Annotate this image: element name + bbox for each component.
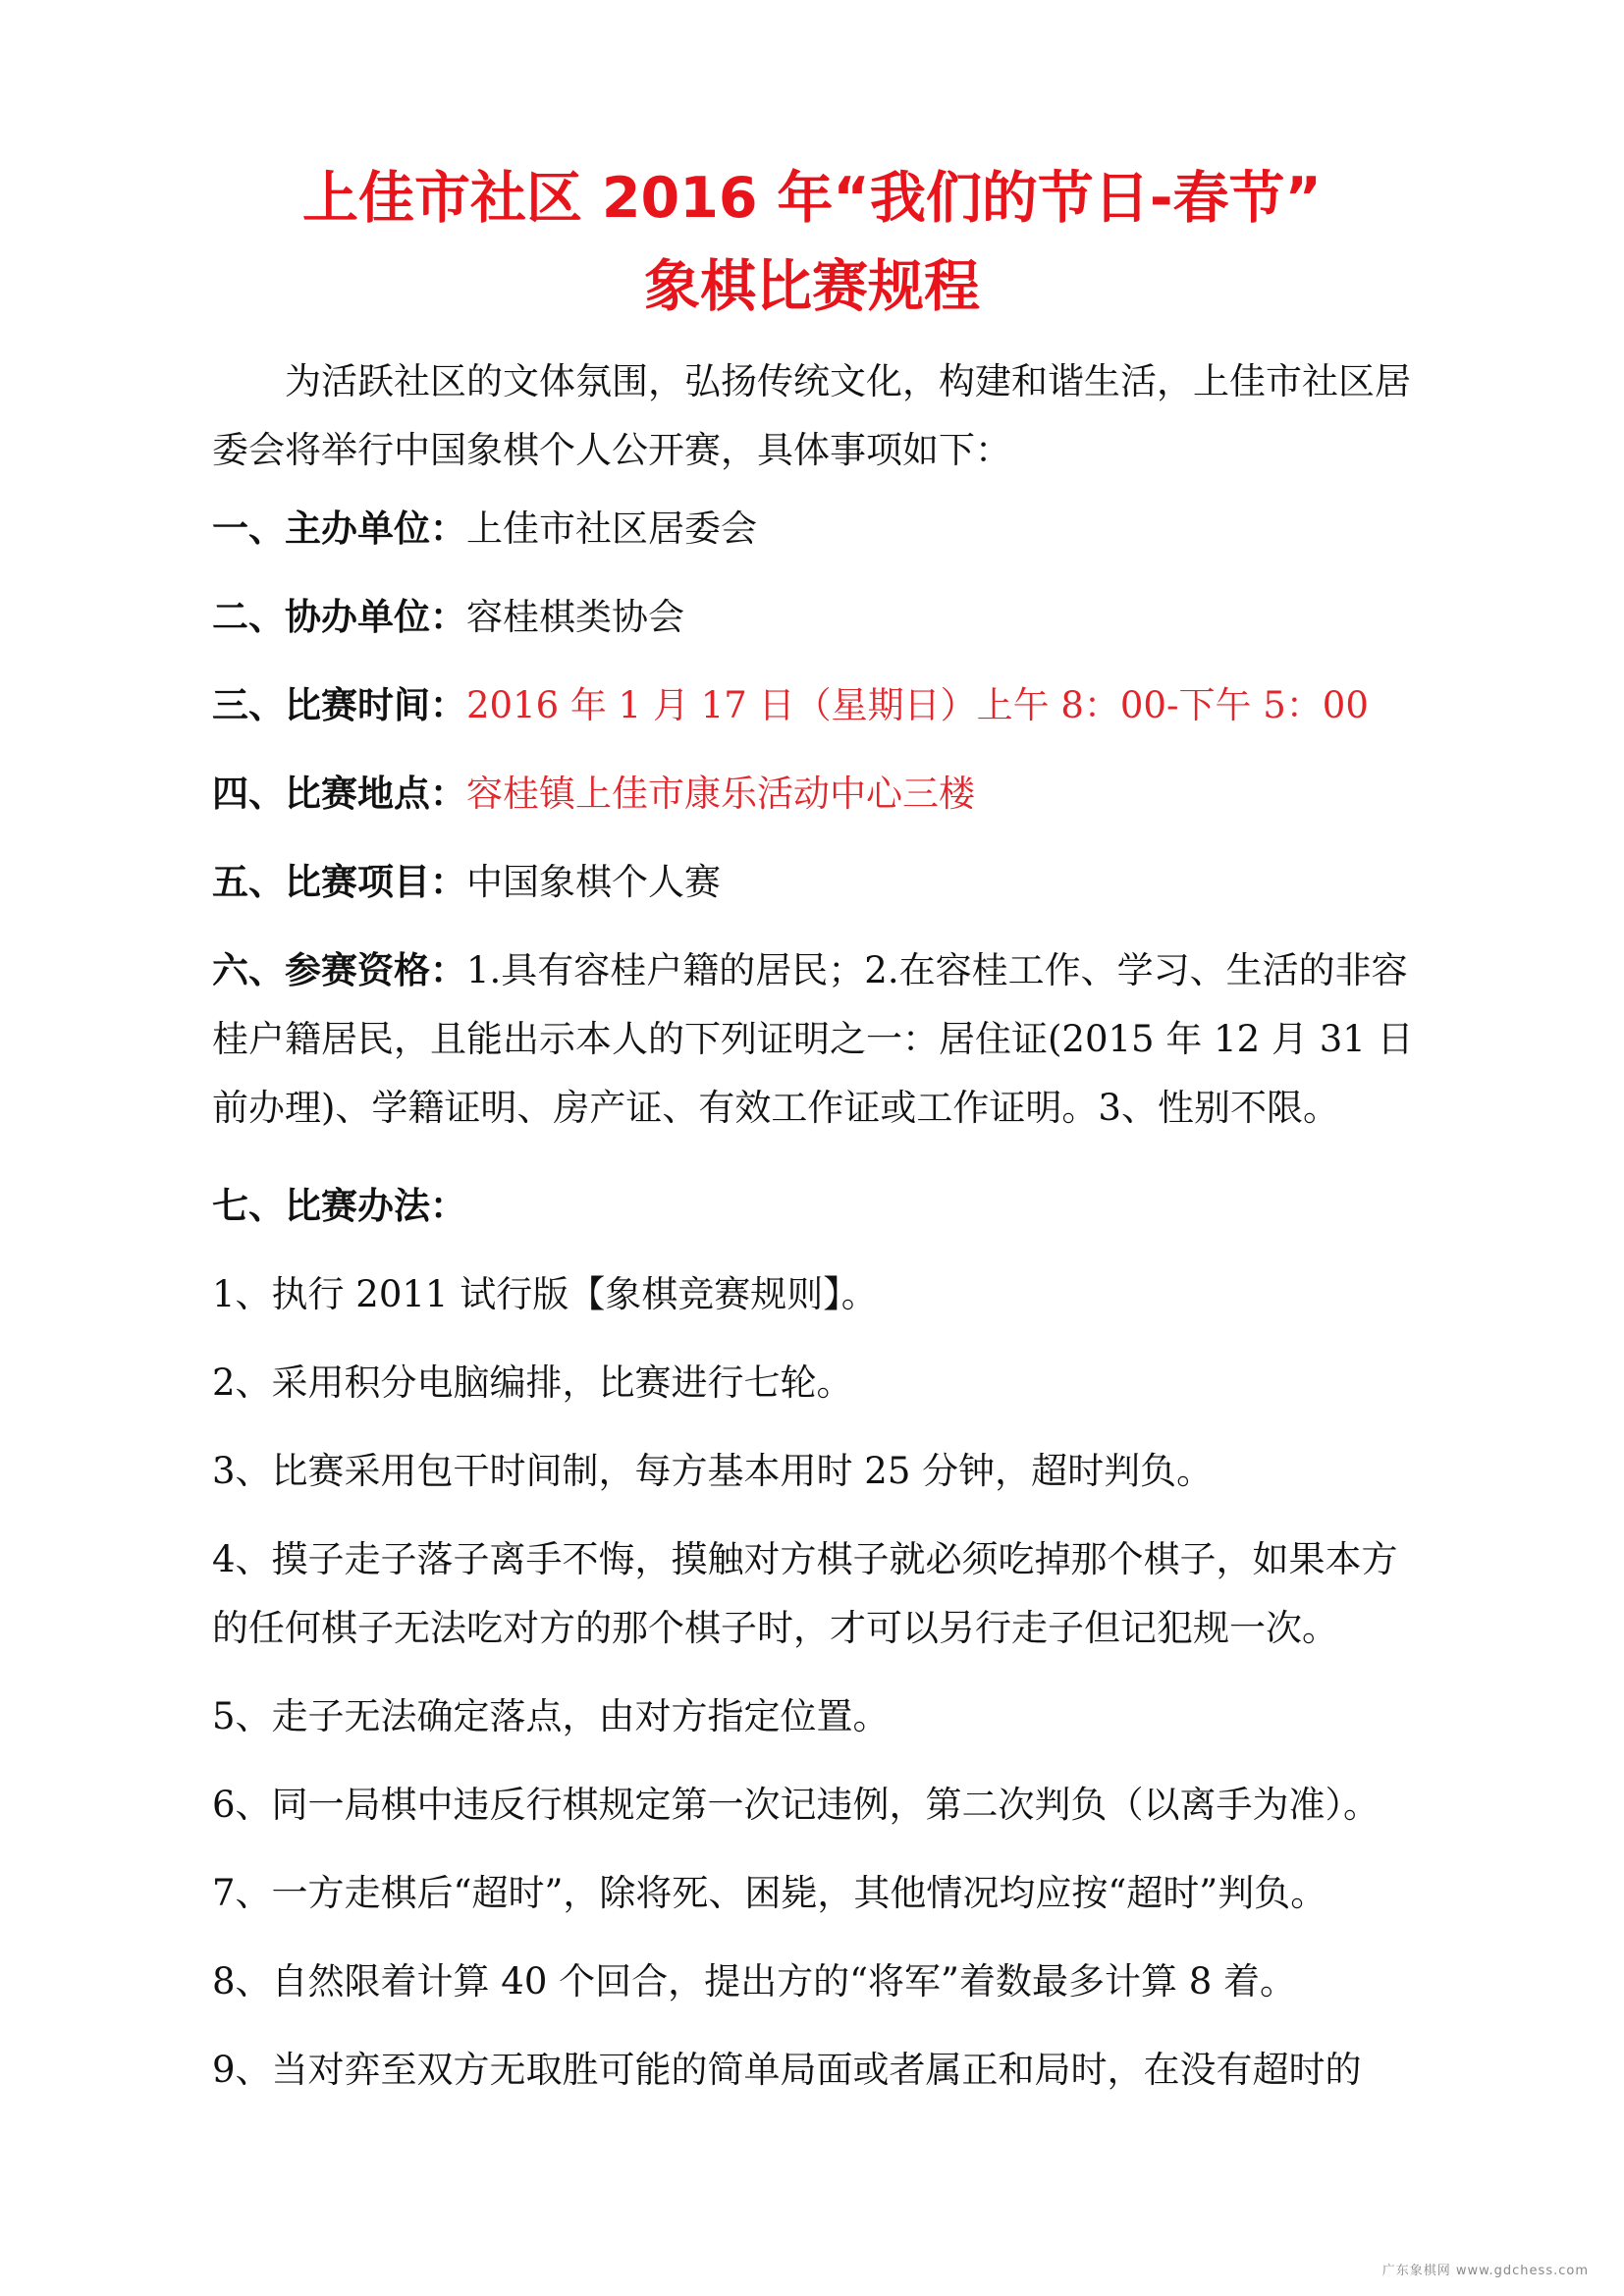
rule-item: 4、摸子走子落子离手不悔，摸触对方棋子就必须吃掉那个棋子，如果本方的任何棋子无法吃对方的那个棋子时，才可以另行走子但记犯规一次。	[212, 1538, 1398, 1649]
rule-item: 3、比赛采用包干时间制，每方基本用时 25 分钟，超时判负。	[212, 1450, 1214, 1492]
section-label: 七、比赛办法：	[212, 1185, 466, 1227]
section-co-organizer	[212, 583, 1430, 652]
rule-item: 2、采用积分电脑编排，比赛进行七轮。	[212, 1362, 853, 1404]
section-label: 三、比赛时间：	[212, 684, 466, 726]
section-event	[212, 848, 1430, 917]
section-value: 1.具有容桂户籍的居民；2.在容桂工作、学习、生活的非容桂户籍居民，且能出示本人的下列证明之一：居住证(2015 年 12 月 31 日前办理)、学籍证明、房产证、有效工作证或工作证明。3、性别不限。	[212, 949, 1414, 1129]
section-label: 五、比赛项目：	[212, 861, 466, 903]
rule-item: 6、同一局棋中违反行棋规定第一次记违例，第二次判负（以离手为准）。	[212, 1784, 1380, 1826]
rule-item: 7、一方走棋后“超时”，除将死、困毙，其他情况均应按“超时”判负。	[212, 1872, 1327, 1914]
watermark-footer: 广东象棋网 www.gdchess.com	[1381, 2264, 1589, 2278]
rule-item: 5、走子无法确定落点，由对方指定位置。	[212, 1695, 890, 1737]
section-label: 六、参赛资格：	[212, 949, 466, 991]
section-value: 2016 年 1 月 17 日（星期日）上午 8：00-下午 5：00	[466, 684, 1369, 726]
section-label: 一、主办单位：	[212, 507, 466, 550]
section-rules-heading	[212, 1172, 1430, 1241]
intro-paragraph: 为活跃社区的文体氛围，弘扬传统文化，构建和谐生活，上佳市社区居委会将举行中国象棋个人公开赛，具体事项如下：	[212, 360, 1411, 471]
section-eligibility	[212, 936, 1430, 1143]
section-time	[212, 671, 1430, 740]
section-label: 二、协办单位：	[212, 596, 466, 638]
section-venue	[212, 760, 1430, 828]
section-value: 中国象棋个人赛	[466, 861, 721, 903]
rule-item: 1、执行 2011 试行版【象棋竞赛规则】。	[212, 1273, 878, 1315]
rule-item: 9、当对弈至双方无取胜可能的简单局面或者属正和局时，在没有超时的	[212, 2049, 1362, 2091]
document-title-line2: 象棋比赛规程	[644, 254, 980, 319]
section-organizer	[212, 495, 1430, 563]
section-value: 容桂镇上佳市康乐活动中心三楼	[466, 773, 975, 815]
section-label: 四、比赛地点：	[212, 773, 466, 815]
document-title-line1: 上佳市社区 2016 年“我们的节日-春节”	[302, 166, 1322, 231]
section-value: 上佳市社区居委会	[466, 507, 757, 550]
rule-item: 8、自然限着计算 40 个回合，提出方的“将军”着数最多计算 8 着。	[212, 1960, 1297, 2002]
section-value: 容桂棋类协会	[466, 596, 684, 638]
